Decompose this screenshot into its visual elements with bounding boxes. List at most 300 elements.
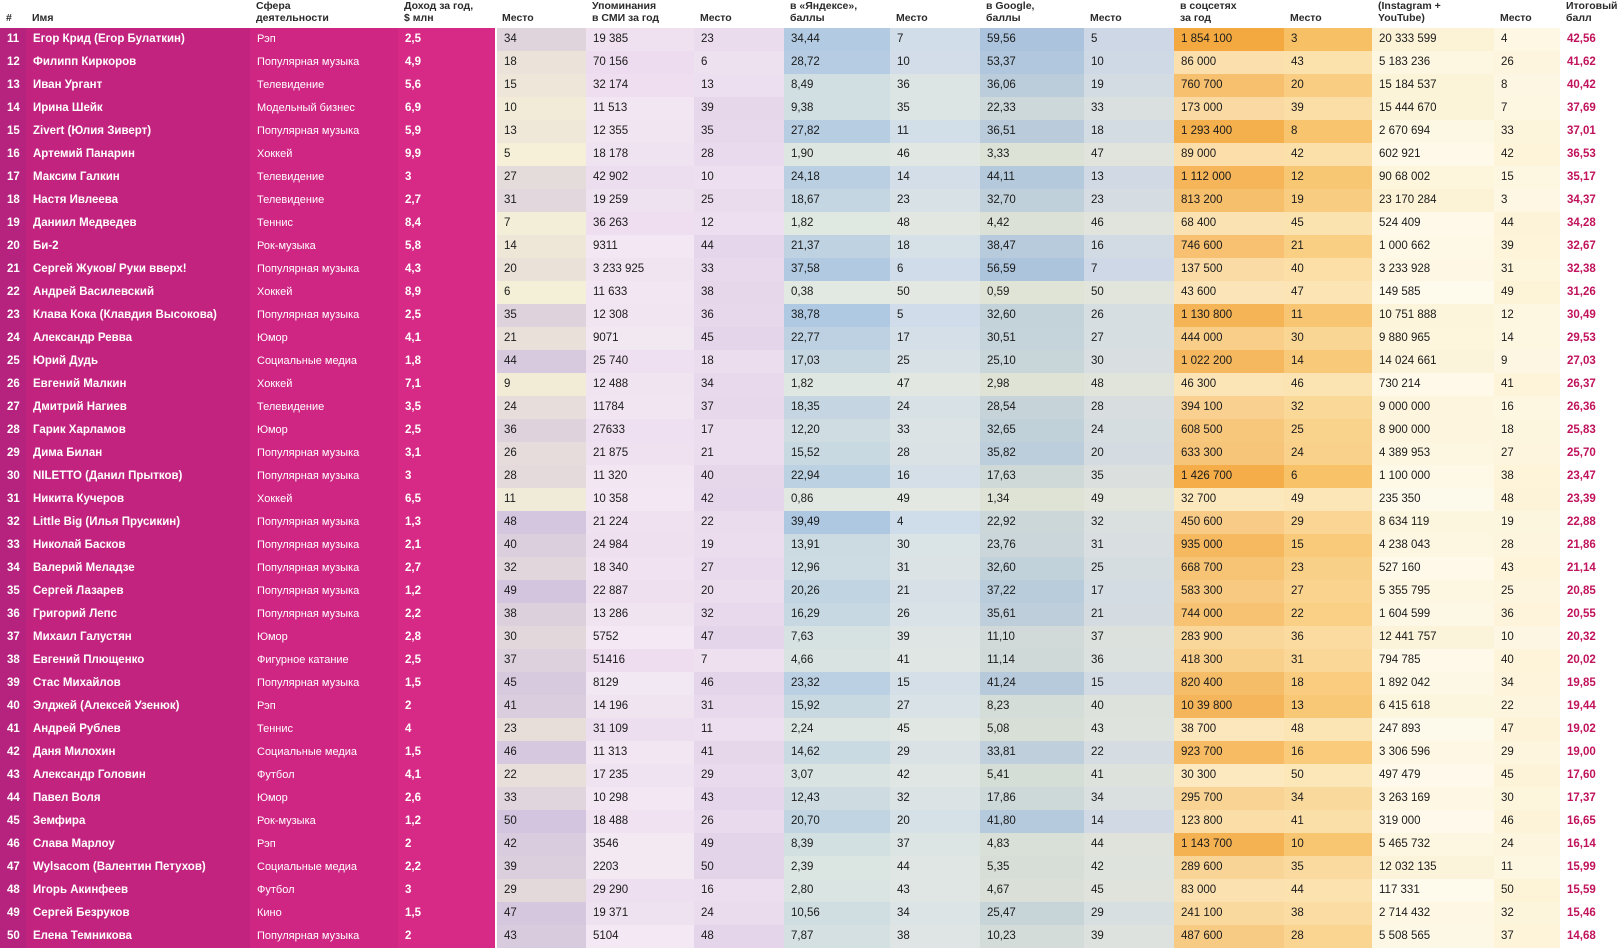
- row-place-google: 47: [1084, 143, 1174, 166]
- row-income: 6,9: [398, 97, 496, 120]
- row-yandex-score: 14,62: [784, 741, 890, 764]
- row-media-mentions: 18 178: [586, 143, 694, 166]
- row-sphere: Рэп: [250, 833, 398, 856]
- row-yandex-score: 10,56: [784, 902, 890, 925]
- row-media-mentions: 18 340: [586, 557, 694, 580]
- row-name: Даня Милохин: [26, 741, 250, 764]
- table-row[interactable]: [0, 764, 1620, 787]
- row-name: Земфира: [26, 810, 250, 833]
- row-place-yandex: 20: [890, 810, 980, 833]
- row-name: Wylsacom (Валентин Петухов): [26, 856, 250, 879]
- row-subscribers: 524 409: [1372, 212, 1494, 235]
- row-yandex-score: 1,82: [784, 373, 890, 396]
- row-subscribers: 10 751 888: [1372, 304, 1494, 327]
- row-yandex-score: 9,38: [784, 97, 890, 120]
- row-total-score: 15,59: [1560, 879, 1620, 902]
- row-subscribers: 3 233 928: [1372, 258, 1494, 281]
- row-name: Николай Басков: [26, 534, 250, 557]
- row-google-score: 11,14: [980, 649, 1084, 672]
- row-place-subscribers: 29: [1494, 741, 1560, 764]
- row-place-social: 32: [1284, 396, 1372, 419]
- row-place-subscribers: 19: [1494, 511, 1560, 534]
- row-place-media: 44: [694, 235, 784, 258]
- row-place-yandex: 11: [890, 120, 980, 143]
- row-google-score: 4,83: [980, 833, 1084, 856]
- row-name: Дмитрий Нагиев: [26, 396, 250, 419]
- row-place-income: 28: [496, 465, 586, 488]
- table-row[interactable]: [0, 488, 1620, 511]
- row-place-google: 46: [1084, 212, 1174, 235]
- row-place-google: 15: [1084, 672, 1174, 695]
- row-income: 3: [398, 166, 496, 189]
- row-subscribers: 1 000 662: [1372, 235, 1494, 258]
- row-place-income: 41: [496, 695, 586, 718]
- row-sphere: Популярная музыка: [250, 580, 398, 603]
- row-place-subscribers: 41: [1494, 373, 1560, 396]
- table-row[interactable]: [0, 534, 1620, 557]
- column-header-place3: Место: [890, 0, 980, 28]
- row-place-google: 18: [1084, 120, 1174, 143]
- row-google-score: 32,65: [980, 419, 1084, 442]
- row-place-income: 30: [496, 626, 586, 649]
- row-place-social: 13: [1284, 695, 1372, 718]
- row-name: Игорь Акинфеев: [26, 879, 250, 902]
- row-income: 2: [398, 695, 496, 718]
- row-media-mentions: 19 385: [586, 28, 694, 51]
- row-rank: 27: [0, 396, 26, 419]
- row-name: Би-2: [26, 235, 250, 258]
- table-row[interactable]: [0, 97, 1620, 120]
- row-social-mentions: 418 300: [1174, 649, 1284, 672]
- row-media-mentions: 25 740: [586, 350, 694, 373]
- column-header-yandex: в «Яндексе», баллы: [784, 0, 890, 28]
- row-social-mentions: 289 600: [1174, 856, 1284, 879]
- row-media-mentions: 2203: [586, 856, 694, 879]
- row-yandex-score: 0,38: [784, 281, 890, 304]
- row-rank: 29: [0, 442, 26, 465]
- table-row[interactable]: [0, 327, 1620, 350]
- row-rank: 43: [0, 764, 26, 787]
- row-income: 1,3: [398, 511, 496, 534]
- row-place-media: 18: [694, 350, 784, 373]
- row-place-media: 45: [694, 327, 784, 350]
- column-header-subs: (Instagram + YouTube): [1372, 0, 1494, 28]
- table-row[interactable]: [0, 74, 1620, 97]
- table-row[interactable]: [0, 350, 1620, 373]
- column-header-total: Итоговый балл: [1560, 0, 1620, 28]
- row-name: Максим Галкин: [26, 166, 250, 189]
- row-yandex-score: 1,90: [784, 143, 890, 166]
- row-subscribers: 149 585: [1372, 281, 1494, 304]
- row-place-income: 24: [496, 396, 586, 419]
- row-social-mentions: 444 000: [1174, 327, 1284, 350]
- row-media-mentions: 3 233 925: [586, 258, 694, 281]
- row-place-yandex: 46: [890, 143, 980, 166]
- row-sphere: Телевидение: [250, 189, 398, 212]
- row-subscribers: 5 465 732: [1372, 833, 1494, 856]
- table-row[interactable]: [0, 120, 1620, 143]
- row-place-income: 6: [496, 281, 586, 304]
- row-subscribers: 12 032 135: [1372, 856, 1494, 879]
- table-row[interactable]: [0, 511, 1620, 534]
- row-subscribers: 15 444 670: [1372, 97, 1494, 120]
- row-place-yandex: 29: [890, 741, 980, 764]
- row-social-mentions: 123 800: [1174, 810, 1284, 833]
- row-social-mentions: 1 022 200: [1174, 350, 1284, 373]
- row-place-google: 39: [1084, 925, 1174, 948]
- row-subscribers: 1 892 042: [1372, 672, 1494, 695]
- row-subscribers: 1 604 599: [1372, 603, 1494, 626]
- row-income: 9,9: [398, 143, 496, 166]
- row-place-subscribers: 26: [1494, 51, 1560, 74]
- row-google-score: 53,37: [980, 51, 1084, 74]
- column-header-place1: Место: [496, 0, 586, 28]
- row-google-score: 41,80: [980, 810, 1084, 833]
- row-place-social: 50: [1284, 764, 1372, 787]
- row-place-income: 23: [496, 718, 586, 741]
- row-place-media: 10: [694, 166, 784, 189]
- row-place-social: 14: [1284, 350, 1372, 373]
- row-media-mentions: 18 488: [586, 810, 694, 833]
- row-place-media: 17: [694, 419, 784, 442]
- table-row[interactable]: [0, 925, 1620, 948]
- row-sphere: Теннис: [250, 212, 398, 235]
- row-total-score: 41,62: [1560, 51, 1620, 74]
- row-place-social: 38: [1284, 902, 1372, 925]
- row-place-media: 50: [694, 856, 784, 879]
- table-row[interactable]: [0, 741, 1620, 764]
- row-place-media: 19: [694, 534, 784, 557]
- row-media-mentions: 3546: [586, 833, 694, 856]
- row-social-mentions: 137 500: [1174, 258, 1284, 281]
- row-name: Никита Кучеров: [26, 488, 250, 511]
- row-place-google: 43: [1084, 718, 1174, 741]
- row-place-income: 44: [496, 350, 586, 373]
- row-income: 8,4: [398, 212, 496, 235]
- row-place-media: 20: [694, 580, 784, 603]
- row-yandex-score: 2,80: [784, 879, 890, 902]
- row-place-yandex: 27: [890, 695, 980, 718]
- row-place-social: 10: [1284, 833, 1372, 856]
- row-rank: 44: [0, 787, 26, 810]
- row-rank: 33: [0, 534, 26, 557]
- row-rank: 50: [0, 925, 26, 948]
- row-name: Елена Темникова: [26, 925, 250, 948]
- row-total-score: 26,37: [1560, 373, 1620, 396]
- row-social-mentions: 32 700: [1174, 488, 1284, 511]
- row-place-subscribers: 49: [1494, 281, 1560, 304]
- row-place-subscribers: 30: [1494, 787, 1560, 810]
- row-google-score: 36,51: [980, 120, 1084, 143]
- row-social-mentions: 83 000: [1174, 879, 1284, 902]
- row-place-subscribers: 33: [1494, 120, 1560, 143]
- row-income: 4: [398, 718, 496, 741]
- row-subscribers: 4 389 953: [1372, 442, 1494, 465]
- row-total-score: 35,17: [1560, 166, 1620, 189]
- row-total-score: 37,01: [1560, 120, 1620, 143]
- table-header: [0, 0, 1620, 28]
- row-yandex-score: 22,77: [784, 327, 890, 350]
- row-name: Сергей Безруков: [26, 902, 250, 925]
- row-name: Сергей Жуков/ Руки вверх!: [26, 258, 250, 281]
- table-row[interactable]: [0, 419, 1620, 442]
- row-yandex-score: 12,20: [784, 419, 890, 442]
- row-place-income: 35: [496, 304, 586, 327]
- table-row[interactable]: [0, 649, 1620, 672]
- row-place-google: 23: [1084, 189, 1174, 212]
- row-social-mentions: 668 700: [1174, 557, 1284, 580]
- table-row[interactable]: [0, 28, 1620, 51]
- row-place-social: 15: [1284, 534, 1372, 557]
- row-place-social: 23: [1284, 557, 1372, 580]
- table-row[interactable]: [0, 787, 1620, 810]
- row-total-score: 25,70: [1560, 442, 1620, 465]
- row-income: 2,6: [398, 787, 496, 810]
- row-google-score: 17,86: [980, 787, 1084, 810]
- row-place-yandex: 38: [890, 925, 980, 948]
- row-subscribers: 12 441 757: [1372, 626, 1494, 649]
- row-sphere: Фигурное катание: [250, 649, 398, 672]
- row-place-income: 42: [496, 833, 586, 856]
- row-google-score: 28,54: [980, 396, 1084, 419]
- row-place-social: 27: [1284, 580, 1372, 603]
- row-place-income: 45: [496, 672, 586, 695]
- row-place-media: 21: [694, 442, 784, 465]
- row-rank: 48: [0, 879, 26, 902]
- row-social-mentions: 820 400: [1174, 672, 1284, 695]
- table-row[interactable]: [0, 258, 1620, 281]
- row-total-score: 26,36: [1560, 396, 1620, 419]
- row-place-media: 39: [694, 97, 784, 120]
- row-subscribers: 5 355 795: [1372, 580, 1494, 603]
- row-sphere: Популярная музыка: [250, 304, 398, 327]
- row-place-media: 47: [694, 626, 784, 649]
- row-rank: 11: [0, 28, 26, 51]
- row-media-mentions: 5752: [586, 626, 694, 649]
- row-google-score: 5,08: [980, 718, 1084, 741]
- table-row[interactable]: [0, 672, 1620, 695]
- row-place-yandex: 35: [890, 97, 980, 120]
- table-row[interactable]: [0, 580, 1620, 603]
- table-row[interactable]: [0, 557, 1620, 580]
- row-google-score: 11,10: [980, 626, 1084, 649]
- row-media-mentions: 8129: [586, 672, 694, 695]
- row-place-social: 25: [1284, 419, 1372, 442]
- row-income: 4,1: [398, 327, 496, 350]
- table-row[interactable]: [0, 143, 1620, 166]
- row-place-media: 42: [694, 488, 784, 511]
- row-total-score: 21,14: [1560, 557, 1620, 580]
- row-place-google: 48: [1084, 373, 1174, 396]
- row-place-yandex: 25: [890, 350, 980, 373]
- table-row[interactable]: [0, 396, 1620, 419]
- row-place-google: 16: [1084, 235, 1174, 258]
- table-row[interactable]: [0, 51, 1620, 74]
- row-media-mentions: 5104: [586, 925, 694, 948]
- table-row[interactable]: [0, 212, 1620, 235]
- row-place-subscribers: 42: [1494, 143, 1560, 166]
- row-name: Андрей Рублев: [26, 718, 250, 741]
- table-row[interactable]: [0, 281, 1620, 304]
- row-yandex-score: 8,49: [784, 74, 890, 97]
- row-place-subscribers: 10: [1494, 626, 1560, 649]
- row-place-media: 22: [694, 511, 784, 534]
- row-rank: 35: [0, 580, 26, 603]
- row-place-social: 43: [1284, 51, 1372, 74]
- row-sphere: Хоккей: [250, 488, 398, 511]
- row-place-income: 50: [496, 810, 586, 833]
- row-sphere: Кино: [250, 902, 398, 925]
- row-place-income: 32: [496, 557, 586, 580]
- row-sphere: Юмор: [250, 327, 398, 350]
- row-total-score: 14,68: [1560, 925, 1620, 948]
- row-place-google: 34: [1084, 787, 1174, 810]
- row-place-income: 43: [496, 925, 586, 948]
- row-name: Андрей Василевский: [26, 281, 250, 304]
- row-social-mentions: 1 426 700: [1174, 465, 1284, 488]
- row-sphere: Популярная музыка: [250, 51, 398, 74]
- table-row[interactable]: [0, 373, 1620, 396]
- row-place-google: 7: [1084, 258, 1174, 281]
- row-place-subscribers: 18: [1494, 419, 1560, 442]
- row-income: 3,5: [398, 396, 496, 419]
- row-place-income: 22: [496, 764, 586, 787]
- row-name: Слава Марлоу: [26, 833, 250, 856]
- row-place-income: 18: [496, 51, 586, 74]
- table-row[interactable]: [0, 879, 1620, 902]
- table-row[interactable]: [0, 304, 1620, 327]
- row-place-google: 10: [1084, 51, 1174, 74]
- row-yandex-score: 3,07: [784, 764, 890, 787]
- row-sphere: Хоккей: [250, 373, 398, 396]
- table-row[interactable]: [0, 166, 1620, 189]
- row-yandex-score: 0,86: [784, 488, 890, 511]
- row-google-score: 33,81: [980, 741, 1084, 764]
- row-place-subscribers: 43: [1494, 557, 1560, 580]
- table-row[interactable]: [0, 856, 1620, 879]
- row-place-google: 41: [1084, 764, 1174, 787]
- row-place-social: 11: [1284, 304, 1372, 327]
- row-income: 2: [398, 833, 496, 856]
- row-place-media: 28: [694, 143, 784, 166]
- column-header-rank: #: [0, 0, 26, 28]
- table-row[interactable]: [0, 718, 1620, 741]
- row-rank: 16: [0, 143, 26, 166]
- row-media-mentions: 21 224: [586, 511, 694, 534]
- row-subscribers: 5 508 565: [1372, 925, 1494, 948]
- table-row[interactable]: [0, 235, 1620, 258]
- row-rank: 21: [0, 258, 26, 281]
- row-place-yandex: 18: [890, 235, 980, 258]
- row-yandex-score: 4,66: [784, 649, 890, 672]
- table-row[interactable]: [0, 189, 1620, 212]
- column-header-sphere: Сфера деятельности: [250, 0, 398, 28]
- row-income: 5,9: [398, 120, 496, 143]
- table-row[interactable]: [0, 603, 1620, 626]
- table-row[interactable]: [0, 442, 1620, 465]
- row-place-google: 30: [1084, 350, 1174, 373]
- row-google-score: 38,47: [980, 235, 1084, 258]
- row-place-yandex: 33: [890, 419, 980, 442]
- row-place-media: 37: [694, 396, 784, 419]
- row-place-yandex: 17: [890, 327, 980, 350]
- row-place-income: 10: [496, 97, 586, 120]
- row-rank: 26: [0, 373, 26, 396]
- table-row[interactable]: [0, 902, 1620, 925]
- table-row[interactable]: [0, 465, 1620, 488]
- row-rank: 45: [0, 810, 26, 833]
- row-place-google: 28: [1084, 396, 1174, 419]
- row-place-social: 34: [1284, 787, 1372, 810]
- row-place-subscribers: 15: [1494, 166, 1560, 189]
- row-place-income: 49: [496, 580, 586, 603]
- table-row[interactable]: [0, 833, 1620, 856]
- row-name: Евгений Малкин: [26, 373, 250, 396]
- row-place-yandex: 39: [890, 626, 980, 649]
- row-place-income: 5: [496, 143, 586, 166]
- row-subscribers: 20 333 599: [1372, 28, 1494, 51]
- row-subscribers: 497 479: [1372, 764, 1494, 787]
- row-income: 1,8: [398, 350, 496, 373]
- row-place-social: 45: [1284, 212, 1372, 235]
- row-place-google: 14: [1084, 810, 1174, 833]
- row-subscribers: 23 170 284: [1372, 189, 1494, 212]
- row-media-mentions: 27633: [586, 419, 694, 442]
- row-place-income: 47: [496, 902, 586, 925]
- row-total-score: 34,28: [1560, 212, 1620, 235]
- row-total-score: 36,53: [1560, 143, 1620, 166]
- row-place-subscribers: 38: [1494, 465, 1560, 488]
- row-subscribers: 9 880 965: [1372, 327, 1494, 350]
- row-name: Григорий Лепс: [26, 603, 250, 626]
- row-yandex-score: 15,52: [784, 442, 890, 465]
- row-subscribers: 2 670 694: [1372, 120, 1494, 143]
- table-row[interactable]: [0, 695, 1620, 718]
- row-social-mentions: 68 400: [1174, 212, 1284, 235]
- row-place-subscribers: 48: [1494, 488, 1560, 511]
- row-place-yandex: 44: [890, 856, 980, 879]
- row-google-score: 23,76: [980, 534, 1084, 557]
- table-row[interactable]: [0, 810, 1620, 833]
- row-total-score: 23,39: [1560, 488, 1620, 511]
- row-media-mentions: 31 109: [586, 718, 694, 741]
- row-media-mentions: 19 259: [586, 189, 694, 212]
- row-social-mentions: 30 300: [1174, 764, 1284, 787]
- row-social-mentions: 1 293 400: [1174, 120, 1284, 143]
- row-income: 2,5: [398, 28, 496, 51]
- row-media-mentions: 17 235: [586, 764, 694, 787]
- row-place-google: 19: [1084, 74, 1174, 97]
- row-place-yandex: 45: [890, 718, 980, 741]
- row-place-media: 35: [694, 120, 784, 143]
- row-place-income: 46: [496, 741, 586, 764]
- row-income: 2,5: [398, 304, 496, 327]
- row-yandex-score: 24,18: [784, 166, 890, 189]
- table-row[interactable]: [0, 626, 1620, 649]
- row-place-social: 29: [1284, 511, 1372, 534]
- row-place-yandex: 14: [890, 166, 980, 189]
- row-rank: 13: [0, 74, 26, 97]
- row-sphere: Рэп: [250, 28, 398, 51]
- row-sphere: Модельный бизнес: [250, 97, 398, 120]
- row-place-subscribers: 50: [1494, 879, 1560, 902]
- row-rank: 22: [0, 281, 26, 304]
- row-income: 2,2: [398, 856, 496, 879]
- row-subscribers: 9 000 000: [1372, 396, 1494, 419]
- row-sphere: Юмор: [250, 787, 398, 810]
- row-place-social: 22: [1284, 603, 1372, 626]
- row-place-google: 45: [1084, 879, 1174, 902]
